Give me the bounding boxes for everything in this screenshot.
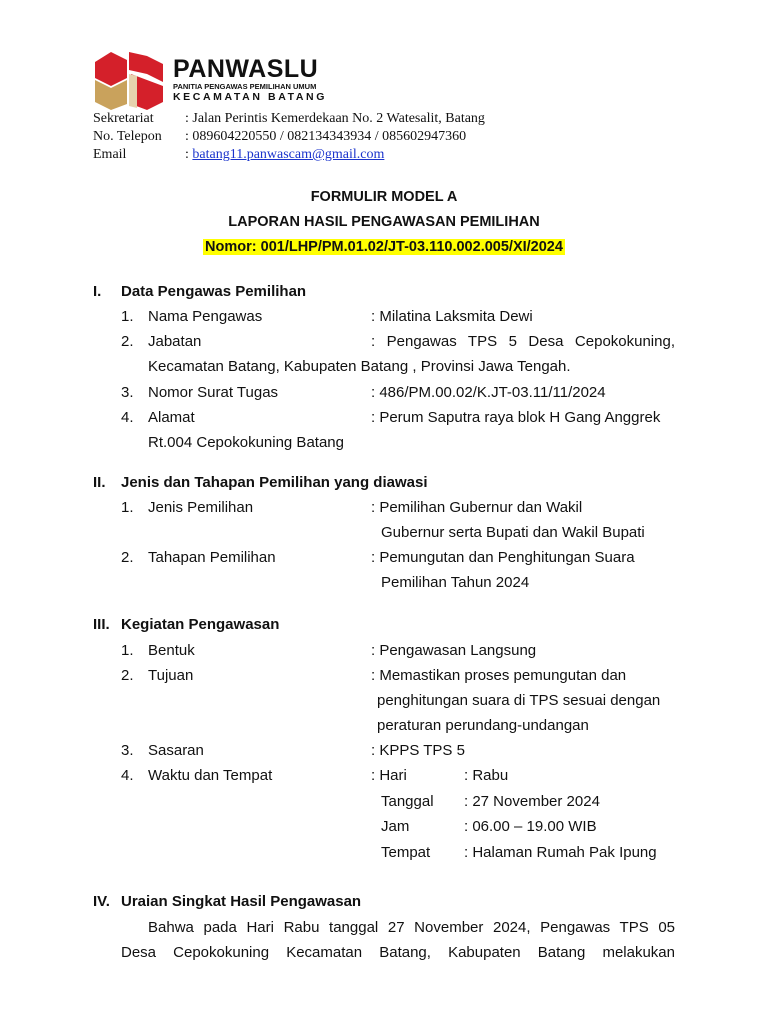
s3-item-2-value: : Memastikan proses pemungutan dan	[371, 667, 627, 684]
s1-item-1-num: 1.	[121, 308, 134, 325]
hari-value: : Rabu	[464, 767, 509, 784]
s2-item-2-cont: Pemilihan Tahun 2024	[381, 574, 530, 591]
s3-item-3-label: Sasaran	[148, 742, 204, 759]
section-2-title: Jenis dan Tahapan Pemilihan yang diawasi	[121, 474, 428, 491]
brand-kecamatan: KECAMATAN BATANG	[173, 91, 327, 103]
section-1-title: Data Pengawas Pemilihan	[121, 283, 307, 300]
s3-item-4-value: : Hari	[371, 767, 407, 784]
s2-item-1-cont: Gubernur serta Bupati dan Wakil Bupati	[381, 524, 645, 541]
s1-item-4-value: : Perum Saputra raya blok H Gang Anggrek	[371, 409, 661, 426]
s1-item-3-label: Nomor Surat Tugas	[148, 384, 279, 401]
contact-phone	[93, 128, 466, 146]
email-link[interactable]: batang11.panwascam@gmail.com	[192, 147, 385, 162]
s1-item-4-num: 4.	[121, 409, 134, 426]
s3-item-3-num: 3.	[121, 742, 134, 759]
s3-item-3-value: : KPPS TPS 5	[371, 742, 465, 759]
nomor-line	[0, 239, 768, 255]
s2-item-1-label: Jenis Pemilihan	[148, 499, 254, 516]
s2-item-2-value: : Pemungutan dan Penghitungan Suara	[371, 549, 635, 566]
s1-item-4-label: Alamat	[148, 409, 195, 426]
email-label: Email	[93, 147, 127, 162]
email-colon: :	[185, 147, 193, 162]
tanggal-label: Tanggal	[381, 793, 434, 810]
section-4-title: Uraian Singkat Hasil Pengawasan	[121, 893, 362, 910]
report-title: LAPORAN HASIL PENGAWASAN PEMILIHAN	[228, 214, 540, 230]
s3-item-1-label: Bentuk	[148, 642, 195, 659]
s1-item-2-label: Jabatan	[148, 333, 202, 350]
form-title: FORMULIR MODEL A	[310, 189, 458, 205]
s3-item-2-num: 2.	[121, 667, 134, 684]
s3-item-1-value: : Pengawasan Langsung	[371, 642, 537, 659]
tempat-label: Tempat	[381, 844, 431, 861]
s2-item-2-num: 2.	[121, 549, 134, 566]
contact-email	[93, 146, 384, 164]
s3-item-4-num: 4.	[121, 767, 134, 784]
brand-block	[173, 56, 327, 103]
s1-item-2-num: 2.	[121, 333, 134, 350]
section-4-roman: IV.	[93, 893, 110, 910]
paragraph-line-2: Desa Cepokokuning Kecamatan Batang, Kabupaten Batang melakukan	[121, 944, 675, 961]
s1-item-4-cont: Rt.004 Cepokokuning Batang	[148, 434, 344, 451]
address-value: : Jalan Perintis Kemerdekaan No. 2 Watesalit, Batang	[185, 111, 485, 126]
s1-item-3-value: : 486/PM.00.02/K.JT-03.11/11/2024	[371, 384, 606, 401]
s2-item-1-value: : Pemilihan Gubernur dan Wakil	[371, 499, 583, 516]
s3-item-2-cont: penghitungan suara di TPS sesuai dengan	[377, 692, 661, 709]
brand-name: PANWASLU	[173, 55, 319, 83]
s3-item-2-label: Tujuan	[148, 667, 194, 684]
section-3-title: Kegiatan Pengawasan	[121, 616, 280, 633]
address-label: Sekretariat	[93, 111, 154, 126]
s1-item-1-label: Nama Pengawas	[148, 308, 263, 325]
s1-item-2-value: : Pengawas TPS 5 Desa Cepokokuning,	[371, 333, 675, 350]
contact-address	[93, 110, 485, 128]
jam-label: Jam	[381, 818, 410, 835]
s3-item-1-num: 1.	[121, 642, 134, 659]
brand-subtitle: PANITIA PENGAWAS PEMILIHAN UMUM	[173, 82, 317, 91]
section-1-roman: I.	[93, 283, 102, 300]
s1-item-2-cont: Kecamatan Batang, Kabupaten Batang , Provinsi Jawa Tengah.	[148, 358, 571, 375]
phone-label: No. Telepon	[93, 129, 162, 144]
s1-item-1-value: : Milatina Laksmita Dewi	[371, 308, 533, 325]
phone-value: : 089604220550 / 082134343934 / 085602947360	[185, 129, 467, 144]
section-2-roman: II.	[93, 474, 106, 491]
s3-item-4-label: Waktu dan Tempat	[148, 767, 273, 784]
tanggal-value: : 27 November 2024	[464, 793, 600, 810]
paragraph-line-1: Bahwa pada Hari Rabu tanggal 27 November 2024, Pengawas TPS 05	[148, 919, 675, 936]
panwaslu-logo-icon	[93, 48, 165, 110]
nomor-highlight: Nomor: 001/LHP/PM.01.02/JT-03.110.002.005/XI/2024	[205, 239, 563, 255]
tempat-value: : Halaman Rumah Pak Ipung	[464, 844, 657, 861]
section-3-roman: III.	[93, 616, 110, 633]
s1-item-3-num: 3.	[121, 384, 134, 401]
s2-item-1-num: 1.	[121, 499, 134, 516]
jam-value: : 06.00 – 19.00 WIB	[464, 818, 597, 835]
s3-item-2-cont2: peraturan perundang-undangan	[377, 717, 589, 734]
s2-item-2-label: Tahapan Pemilihan	[148, 549, 276, 566]
